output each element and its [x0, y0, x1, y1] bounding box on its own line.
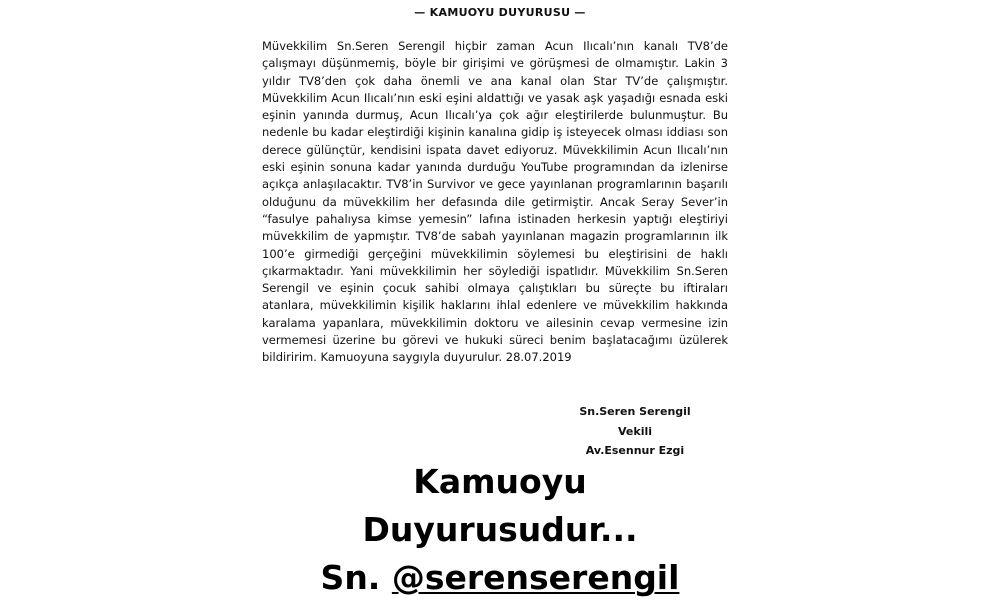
document-title: — KAMUOYU DUYURUSU —	[414, 6, 586, 19]
signature-block	[540, 402, 730, 461]
signature-role: Vekili	[618, 424, 652, 438]
story-caption-line3	[0, 554, 1000, 602]
document-body: Müvekkilim Sn.Seren Serengil hiçbir zaman Acun Ilıcalı’nın kanalı TV8’de çalışmayı düşünmemiş, böyle bir girişimi ve görüşmesi de olmamıştır. Lakin 3 yıldır TV8’den çok daha önemli ve ana kanal olan Star TV’de çalışmıştır. Müvekkilim Acun Ilıcalı’nın eski eşini aldattığı ve yasak aşk yaşadığı esnada eski eşinin yanında durmuş, Acun Ilıcalı’ya çok ağır eleştirilerde bulunmuştur. Bu nedenle bu kadar eleştirdiği kişinin kanalına gidip iş isteyecek olması iddiası son derece gülünçtür, kendisini ispata davet ediyoruz. Müvekkilimin Acun Ilıcalı’nın eski eşinin sonuna kadar yanında durduğu YouTube programından da izlenirse açıkça anlaşılacaktır. TV8’in Survivor ve gece yayınlanan programlarının başarılı olduğunu da müvekkilim her defasında dile getirmiştir. Ancak Seray Sever’in “fasulye pahalıysa kimse yemesin” lafına istinaden herkesin yaptığı eleştiriyi müvekkilim de yapmıştır. TV8’de sabah yayınlanan magazin programlarının ilk 100’e girmediği gerçeğini müvekkilimin söylemesi bu eleştirisini de haklı çıkarmaktadır. Yani müvekkilimin her söylediği ispatlıdır. Müvekkilim Sn.Seren Serengil ve eşinin çocuk sahibi olmaya çalıştıkları bu süreçte bu iftiraları atanlara, müvekkilimin kişilik haklarını ihlal edenlere ve müvekkilim hakkında karalama yapanlara, müvekkilimin doktoru ve ailesinin cevap vermesine izin vermemesi üzerine bu görevi ve hukuki süreci benim başlatacağımı üzülerek bildiririm. Kamuoyuna saygıyla duyurulur. 28.07.2019	[262, 39, 728, 365]
signature-client-name: Sn.Seren Serengil	[579, 405, 691, 418]
signature-lawyer-name: Av.Esennur Ezgi	[585, 444, 685, 457]
story-caption-line2: Duyurusudur...	[362, 510, 638, 549]
story-caption	[0, 458, 1000, 602]
story-caption-prefix: Sn.	[320, 558, 392, 597]
story-caption-line1: Kamuoyu	[413, 462, 587, 501]
user-mention-link[interactable]: @serenserengil	[391, 558, 680, 597]
